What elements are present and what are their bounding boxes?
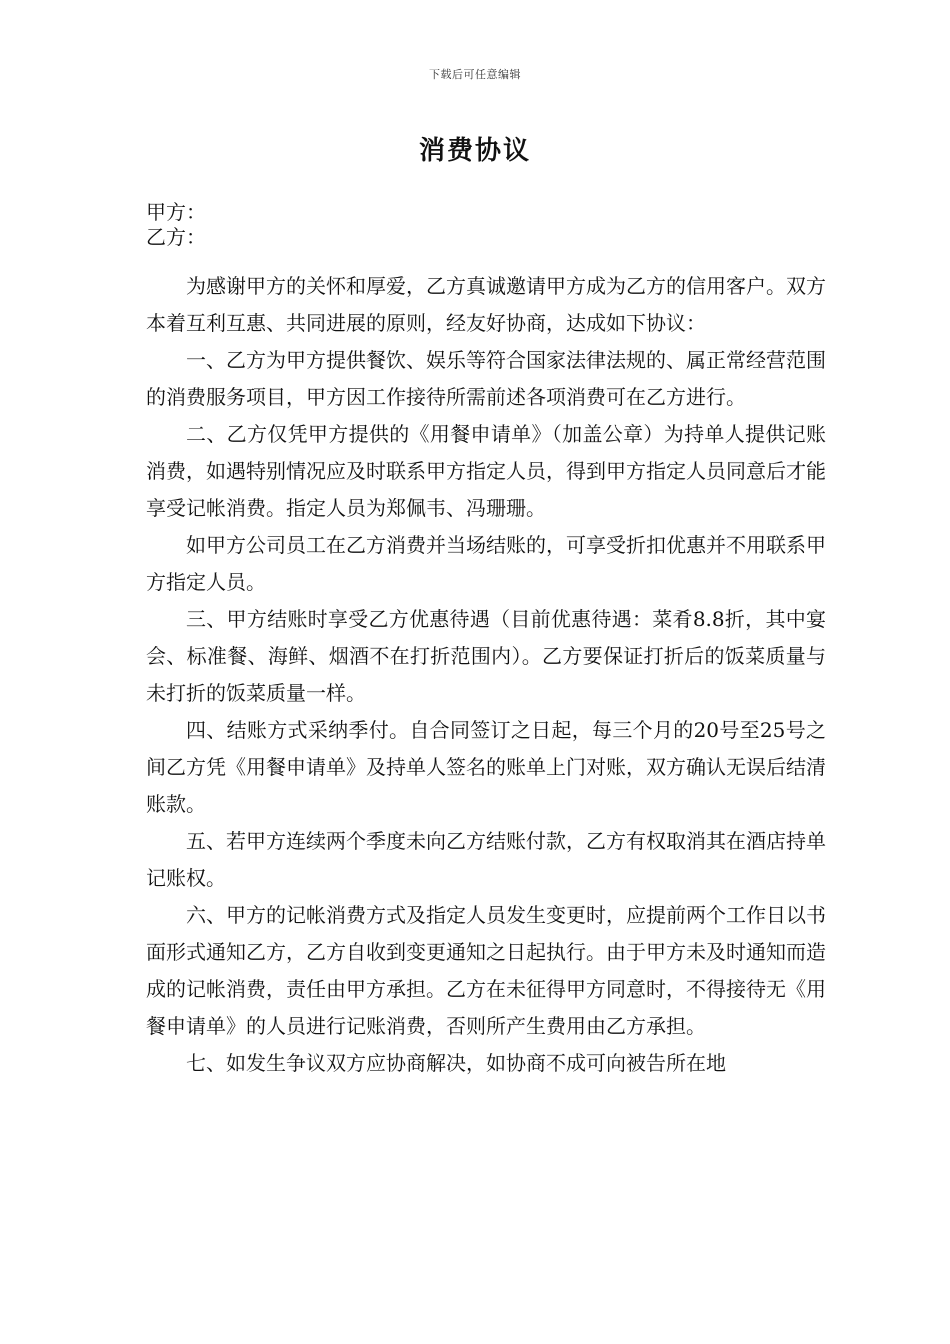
parties-block (146, 200, 826, 250)
header-note: 下载后可任意编辑 (429, 68, 521, 81)
paragraph-clause-4: 四、结账方式采纳季付。自合同签订之日起，每三个月的20号至25号之间乙方凭《用餐申请单》及持单人签名的账单上门对账，双方确认无误后结清账款。 (146, 718, 826, 816)
party-a-label: 甲方： (146, 200, 206, 224)
paragraph-clause-2: 二、乙方仅凭甲方提供的《用餐申请单》（加盖公章）为持单人提供记账消费，如遇特别情况应及时联系甲方指定人员，得到甲方指定人员同意后才能享受记帐消费。指定人员为郑佩韦、冯珊珊。 (146, 422, 826, 520)
agreement-body (146, 268, 826, 1082)
document-title: 消费协议 (418, 136, 531, 166)
party-b-label: 乙方： (146, 225, 206, 249)
paragraph-clause-2-note: 如甲方公司员工在乙方消费并当场结账的，可享受折扣优惠并不用联系甲方指定人员。 (146, 533, 826, 594)
paragraph-clause-1: 一、乙方为甲方提供餐饮、娱乐等符合国家法律法规的、属正常经营范围的消费服务项目，甲方因工作接待所需前述各项消费可在乙方进行。 (146, 348, 826, 409)
paragraph-clause-7: 七、如发生争议双方应协商解决，如协商不成可向被告所在地 (186, 1051, 726, 1075)
paragraph-clause-6: 六、甲方的记帐消费方式及指定人员发生变更时，应提前两个工作日以书面形式通知乙方，乙方自收到变更通知之日起执行。由于甲方未及时通知而造成的记帐消费，责任由甲方承担。乙方在未征得甲方同意时，不得接待无《用餐申请单》的人员进行记账消费，否则所产生费用由乙方承担。 (146, 903, 826, 1038)
paragraph-clause-5: 五、若甲方连续两个季度未向乙方结账付款，乙方有权取消其在酒店持单记账权。 (146, 829, 826, 890)
paragraph-intro: 为感谢甲方的关怀和厚爱，乙方真诚邀请甲方成为乙方的信用客户。双方本着互利互惠、共同进展的原则，经友好协商，达成如下协议： (146, 274, 826, 335)
paragraph-clause-3: 三、甲方结账时享受乙方优惠待遇（目前优惠待遇：菜肴8.8折，其中宴会、标准餐、海鲜、烟酒不在打折范围内）。乙方要保证打折后的饭菜质量与未打折的饭菜质量一样。 (146, 607, 826, 705)
